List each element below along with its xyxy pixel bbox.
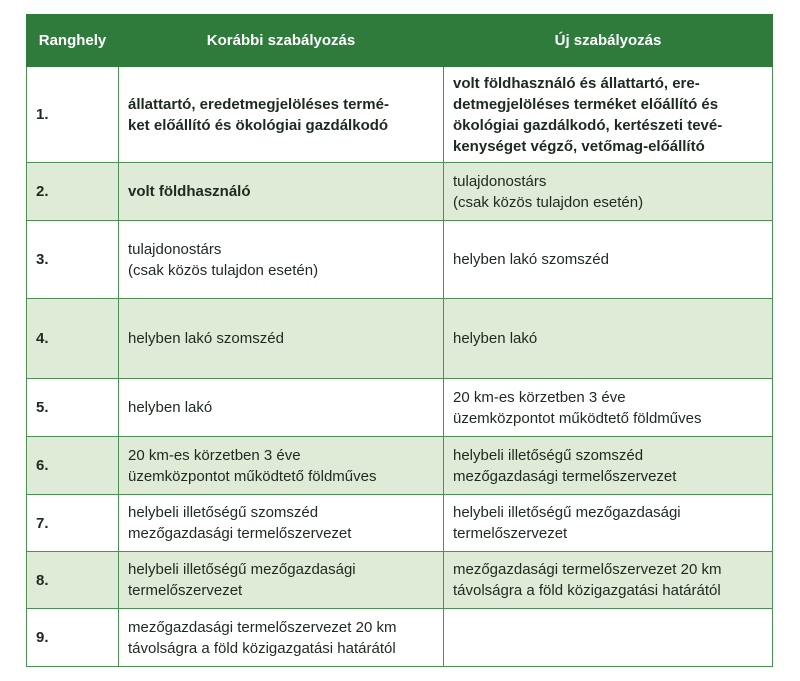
rank-cell: 1. (27, 67, 119, 163)
table-row (27, 495, 773, 552)
new-regulation-cell (444, 221, 773, 299)
cell-text-line: ökológiai gazdálkodó, kertészeti tevé- (453, 116, 723, 134)
previous-regulation-cell (119, 163, 444, 221)
new-regulation-cell (444, 609, 773, 667)
new-regulation-cell (444, 163, 773, 221)
cell-text-line: üzemközpontot működtető földműves (128, 467, 377, 485)
cell-text-line: mezőgazdasági termelőszervezet 20 km (128, 618, 397, 636)
table-row (27, 379, 773, 437)
header-row (27, 15, 773, 67)
cell-text-line: mezőgazdasági termelőszervezet 20 km (453, 561, 722, 578)
cell-text-line: (csak közös tulajdon esetén) (453, 193, 644, 211)
table-row (27, 609, 773, 667)
cell-text-line: helybeli illetőségű szomszéd (128, 504, 319, 521)
rank-cell: 2. (27, 163, 119, 221)
cell-text-line: helybeli illetőségű mezőgazdasági (453, 504, 681, 521)
cell-text-line: 20 km-es körzetben 3 éve (453, 388, 626, 406)
cell-text-line: termelőszervezet (128, 582, 243, 599)
rank-cell: 8. (27, 552, 119, 609)
cell-text-line: kenységet végző, vetőmag-előállító (453, 137, 705, 155)
header-new-regulation: Új szabályozás (444, 15, 773, 67)
previous-regulation-cell (119, 221, 444, 299)
new-regulation-cell (444, 437, 773, 495)
previous-regulation-cell (119, 437, 444, 495)
cell-text-line: termelőszervezet (453, 525, 568, 542)
previous-regulation-cell (119, 67, 444, 163)
new-regulation-cell (444, 552, 773, 609)
rank-cell: 7. (27, 495, 119, 552)
header-rank: Ranghely (27, 15, 119, 67)
cell-text-line: volt földhasználó és állattartó, ere- (453, 74, 700, 92)
cell-text-line: helybeli illetőségű mezőgazdasági (128, 561, 356, 578)
rank-cell: 3. (27, 221, 119, 299)
cell-text-line: távolságra a föld közigazgatási határától (453, 582, 721, 599)
previous-regulation-cell (119, 299, 444, 379)
header-previous-regulation: Korábbi szabályozás (119, 15, 444, 67)
cell-text-line: (csak közös tulajdon esetén) (128, 261, 319, 279)
new-regulation-cell (444, 495, 773, 552)
cell-text-line: 20 km-es körzetben 3 éve (128, 446, 301, 464)
rank-cell: 4. (27, 299, 119, 379)
rank-cell: 6. (27, 437, 119, 495)
cell-text-line: mezőgazdasági termelőszervezet (453, 467, 677, 485)
regulation-comparison-table (26, 14, 773, 667)
cell-text-line: tulajdonostárs (453, 172, 547, 190)
cell-text-line: helyben lakó (453, 330, 538, 347)
cell-text-line: helyben lakó (128, 399, 213, 416)
cell-text-line: helybeli illetőségű szomszéd (453, 446, 644, 464)
previous-regulation-cell (119, 379, 444, 437)
cell-text-line: helyben lakó szomszéd (453, 251, 609, 268)
table-row (27, 552, 773, 609)
rank-cell: 9. (27, 609, 119, 667)
cell-text-line: állattartó, eredetmegjelöléses termé- (128, 95, 389, 113)
rank-cell: 5. (27, 379, 119, 437)
table-row (27, 163, 773, 221)
new-regulation-cell (444, 299, 773, 379)
cell-text-line: volt földhasználó (128, 183, 251, 200)
previous-regulation-cell (119, 552, 444, 609)
table-row (27, 67, 773, 163)
previous-regulation-cell (119, 495, 444, 552)
cell-text-line: távolságra a föld közigazgatási határától (128, 639, 396, 657)
cell-text-line: üzemközpontot működtető földműves (453, 409, 702, 427)
new-regulation-cell (444, 379, 773, 437)
new-regulation-cell (444, 67, 773, 163)
table-row (27, 221, 773, 299)
cell-text-line: ket előállító és ökológiai gazdálkodó (128, 116, 389, 134)
previous-regulation-cell (119, 609, 444, 667)
table-row (27, 437, 773, 495)
cell-text-line: detmegjelöléses terméket előállító és (453, 95, 719, 113)
table-row (27, 299, 773, 379)
cell-text-line: helyben lakó szomszéd (128, 330, 284, 347)
cell-text-line: mezőgazdasági termelőszervezet (128, 525, 352, 542)
cell-text-line: tulajdonostárs (128, 240, 222, 258)
